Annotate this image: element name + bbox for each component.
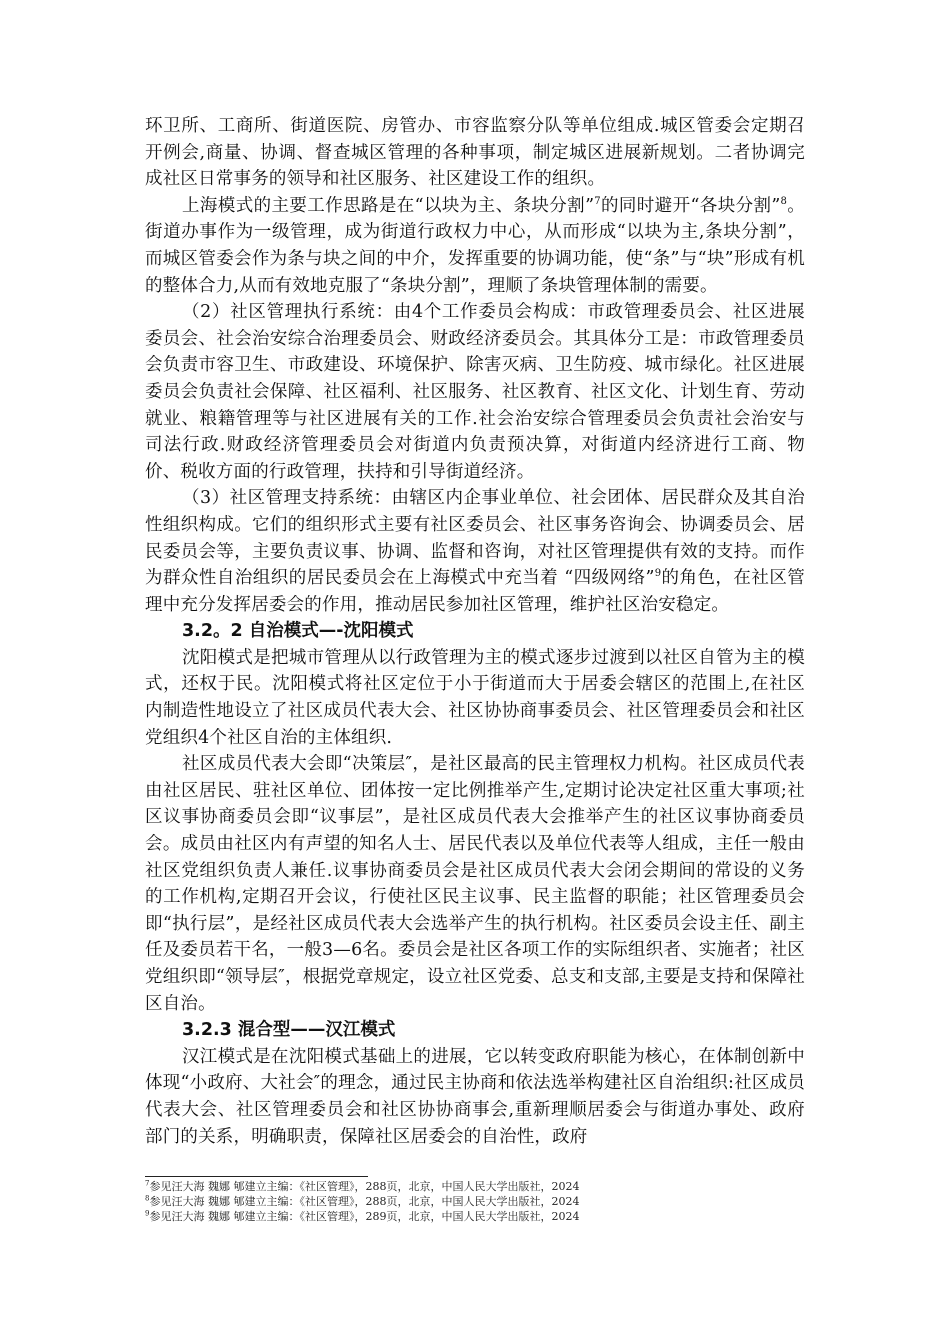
footnote-text: 参见汪大海 魏娜 郇建立主编：《社区管理》，289页，北京，中国人民大学出版社，2024: [149, 1210, 580, 1223]
paragraph: [145, 751, 805, 1017]
body-text: [145, 113, 805, 1150]
footnote-ref[interactable]: 9: [654, 568, 662, 580]
paragraph-text: （2）社区管理执行系统：由4个工作委员会构成：市政管理委员会、社区进展委员会、社会治安综合治理委员会、财政经济委员会。其具体分工是：市政管理委员会负责市容卫生、市政建设、环境保护、除害灭病、卫生防疫、城市绿化。社区进展委员会负责社会保障、社区福利、社区服务、社区教育、社区文化、计划生育、劳动就业、粮籍管理等与社区进展有关的工作.社会治安综合管理委员会负责社会治安与司法行政.财政经济管理委员会对街道内负责预决算，对街道内经济进行工商、物价、税收方面的行政管理，扶持和引导街道经济。: [145, 302, 805, 482]
paragraph-text: （3）社区管理支持系统：由辖区内企事业单位、社会团体、居民群众及其自治性组织构成。它们的组织形式主要有社区委员会、社区事务咨询会、协调委员会、居民委员会等，主要负责议事、协调、监督和咨询，对社区管理提供有效的支持。而作为群众性自治组织的居民委员会在上海模式中充当着 “四级网络”: [145, 488, 805, 589]
paragraph: [145, 1044, 805, 1150]
footnote-number: 7: [145, 1179, 150, 1188]
paragraph-text: 汉江模式是在沈阳模式基础上的进展，它以转变政府职能为核心，在体制创新中体现“小政府、大社会″的理念，通过民主协商和依法选举构建社区自治组织:社区成员代表大会、社区管理委员会和社区协协商事会,重新理顺居委会与街道办事处、政府部门的关系，明确职责，保障社区居委会的自治性，政府: [145, 1046, 805, 1147]
paragraph-text: 环卫所、工商所、街道医院、房管办、市容监察分队等单位组成.城区管委会定期召开例会,商量、协调、督查城区管理的各种事项，制定城区进展新规划。二者协调完成社区日常事务的领导和社区服务、社区建设工作的组织。: [145, 116, 805, 190]
paragraph: [145, 299, 805, 485]
paragraph-text: 沈阳模式是把城市管理从以行政管理为主的模式逐步过渡到以社区自管为主的模式，还权于民。沈阳模式将社区定位于小于街道而大于居委会辖区的范围上,在社区内制造性地设立了社区成员代表大会、社区协协商事委员会、社区管理委员会和社区党组织4个社区自治的主体组织.: [145, 647, 805, 748]
footnote-ref[interactable]: 7: [594, 195, 601, 207]
paragraph-text: 上海模式的主要工作思路是在“以块为主、条块分割”: [182, 195, 595, 216]
footnote: [145, 1179, 805, 1194]
footnote-divider: [145, 1176, 368, 1177]
footnote-number: 8: [145, 1194, 150, 1203]
paragraph-text: 。街道办事作为一级管理，成为街道行政权力中心，从而形成“以块为主,条块分割”，而城区管委会作为条与块之间的中介，发挥重要的协调功能，使“条”与“块”形成有机的整体合力,从而有效地克服了“条块分割”，理顺了条块管理体制的需要。: [145, 195, 806, 296]
footnote-text: 参见汪大海 魏娜 郇建立主编：《社区管理》，288页，北京，中国人民大学出版社，2024: [149, 1195, 580, 1208]
paragraph-text: 社区成员代表大会即“决策层″，是社区最高的民主管理权力机构。社区成员代表由社区居民、驻社区单位、团体按一定比例推举产生,定期讨论决定社区重大事项;社区议事协商委员会即“议事层”，是社区成员代表大会推举产生的社区议事协商委员会。成员由社区内有声望的知名人士、居民代表以及单位代表等人组成，主任一般由社区党组织负责人兼任.议事协商委员会是社区成员代表大会闭会期间的常设的义务的工作机构,定期召开会议，行使社区民主议事、民主监督的职能；社区管理委员会即“执行层”，是经社区成员代表大会选举产生的执行机构。社区委员会设主任、副主任及委员若干名，一般3—6名。委员会是社区各项工作的实际组织者、实施者；社区党组织即“领导层″，根据党章规定，设立社区党委、总支和支部,主要是支持和保障社区自治。: [145, 754, 805, 1014]
footnote-text: 参见汪大海 魏娜 郇建立主编：《社区管理》，288页，北京，中国人民大学出版社，2024: [149, 1180, 580, 1193]
paragraph-text: 的同时避开“各块分割”: [600, 195, 781, 216]
paragraph: [145, 113, 805, 193]
footnote-number: 9: [145, 1209, 150, 1218]
paragraph-text: 的角色，在社区管理中充分发挥居委会的作用，推动居民参加社区管理，维护社区治安稳定。: [145, 568, 805, 615]
paragraph: [145, 193, 805, 299]
footnotes: [145, 1179, 805, 1224]
footnote: [145, 1209, 805, 1224]
section-heading: 3.2。2 自治模式—-沈阳模式: [182, 621, 414, 642]
footnote-ref[interactable]: 8: [780, 195, 788, 207]
paragraph: [145, 645, 805, 751]
section-heading: 3.2.3 混合型——汉江模式: [182, 1020, 396, 1041]
paragraph: [145, 485, 805, 618]
footnote: [145, 1194, 805, 1209]
